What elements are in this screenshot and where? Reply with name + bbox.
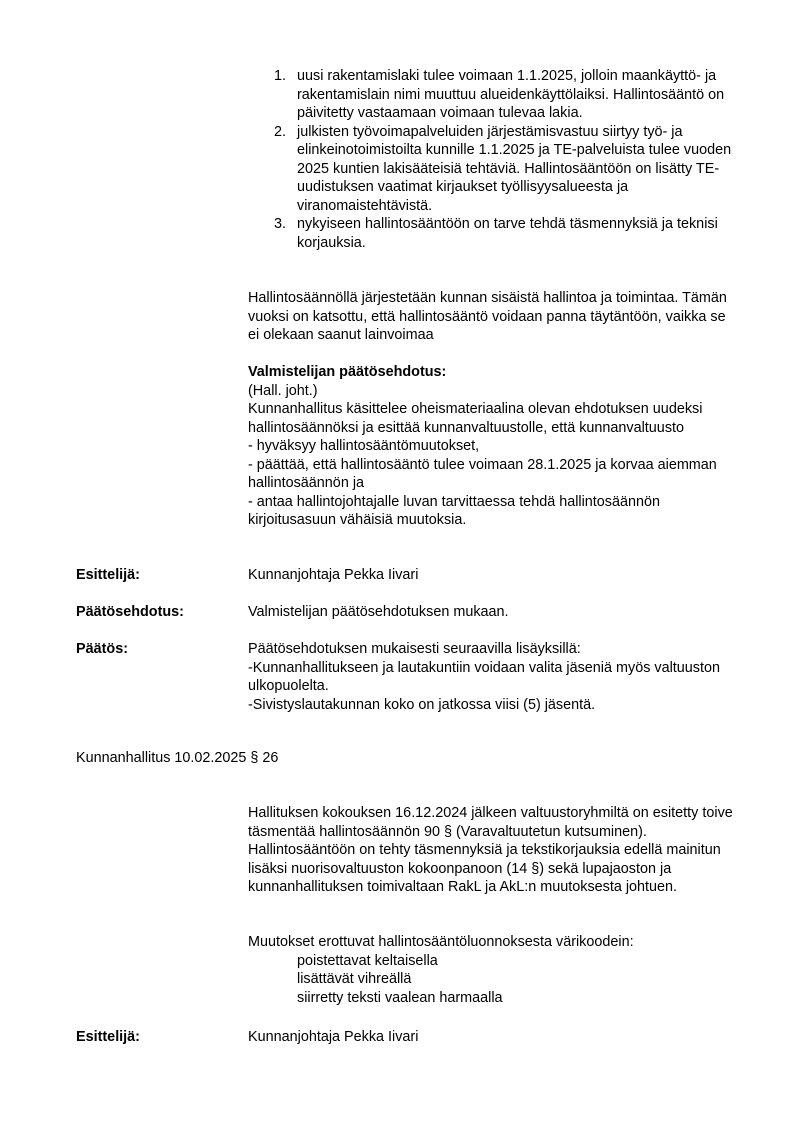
presenter-label: Esittelijä: <box>76 1029 140 1045</box>
decision-proposal-value: Valmistelijan päätösehdotuksen mukaan. <box>248 604 509 620</box>
list-number: 1. <box>274 68 287 84</box>
proposal-line: - hyväksyy hallintosääntömuutokset, <box>248 438 480 454</box>
decision-text <box>248 640 733 714</box>
proposal-line: (Hall. joht.) <box>248 382 318 399</box>
decision-line: Päätösehdotuksen mukaisesti seuraavilla lisäyksillä: <box>248 641 581 657</box>
proposal-line: - antaa hallintojohtajalle luvan tarvittaessa tehdä hallintosäännön kirjoitusasuun vähäisiä muutoksia. <box>248 493 661 528</box>
decision-line: -Sivistyslautakunnan koko on jatkossa viisi (5) jäsentä. <box>248 696 596 713</box>
proposal-section <box>248 363 733 530</box>
proposal-line: - päättää, että hallintosääntö tulee voimaan 28.1.2025 ja korvaa aiemman hallintosäännön ja <box>248 456 717 491</box>
section-header: Kunnanhallitus 10.02.2025 § 26 <box>76 750 279 766</box>
decision-label: Päätös: <box>76 641 128 657</box>
list-number: 3. <box>274 216 287 232</box>
list-item <box>248 215 733 252</box>
paragraph-1: Hallintosäännöllä järjestetään kunnan sisäistä hallintoa ja toimintaa. Tämän vuoksi on katsottu, että hallintosääntö voidaan panna täytäntöön, vaikka se ei olekaan saanut lainvoimaa <box>248 290 727 343</box>
changes-item: lisättävät vihreällä <box>297 971 412 987</box>
paragraph-2: Hallituksen kokouksen 16.12.2024 jälkeen valtuustoryhmiltä on esitetty toive täsmentää hallintosäännön 90 § (Varavaltuutetun kutsuminen). Hallintosääntöön on tehty täsmennyksiä ja tekstikorjauksia edellä mainitun lisäksi nuorisovaltuuston kokoonpanoon (14 §) sekä lupajaoston ja kunnanhallituksen toimivaltaan RakL ja AkL:n muutoksesta johtuen. <box>248 805 733 895</box>
presenter-label: Esittelijä: <box>76 567 140 583</box>
list-item <box>248 123 733 216</box>
proposal-line: Kunnanhallitus käsittelee oheismateriaalina olevan ehdotuksen uudeksi hallintosäännöksi ja esittää kunnanvaltuustolle, että kunnanvaltuusto <box>248 401 703 436</box>
intro-list <box>248 67 733 252</box>
changes-section <box>248 933 733 1007</box>
decision-proposal-label: Päätösehdotus: <box>76 604 184 620</box>
list-number: 2. <box>274 123 287 140</box>
decision-line: -Kunnanhallitukseen ja lautakuntiin voidaan valita jäseniä myös valtuuston ulkopuolelta. <box>248 659 720 694</box>
changes-item: poistettavat keltaisella <box>297 952 438 969</box>
list-text: nykyiseen hallintosääntöön on tarve tehdä täsmennyksiä ja teknisi korjauksia. <box>297 216 718 251</box>
changes-item: siirretty teksti vaalean harmaalla <box>297 989 503 1006</box>
changes-intro: Muutokset erottuvat hallintosääntöluonnoksesta värikoodein: <box>248 934 634 950</box>
list-text: uusi rakentamislaki tulee voimaan 1.1.2025, jolloin maankäyttö- ja rakentamislain nimi muuttuu alueidenkäyttölaiksi. Hallintosääntö on päivitetty vastaamaan voimaan tulevaa lakia. <box>297 68 725 121</box>
list-item <box>248 67 733 123</box>
presenter-value: Kunnanjohtaja Pekka Iivari <box>248 567 419 583</box>
list-text: julkisten työvoimapalveluiden järjestämisvastuu siirtyy työ- ja elinkeinotoimistoilta kunnille 1.1.2025 ja TE-palveluista tulee vuoden 2025 kuntien lakisääteisiä tehtäviä. Hallintosääntöön on lisätty TE-uudistuksen vaatimat kirjaukset työllisyysalueesta ja viranomaistehtävistä. <box>297 123 732 214</box>
proposal-heading: Valmistelijan päätösehdotus: <box>248 364 447 380</box>
presenter-value: Kunnanjohtaja Pekka Iivari <box>248 1029 419 1045</box>
